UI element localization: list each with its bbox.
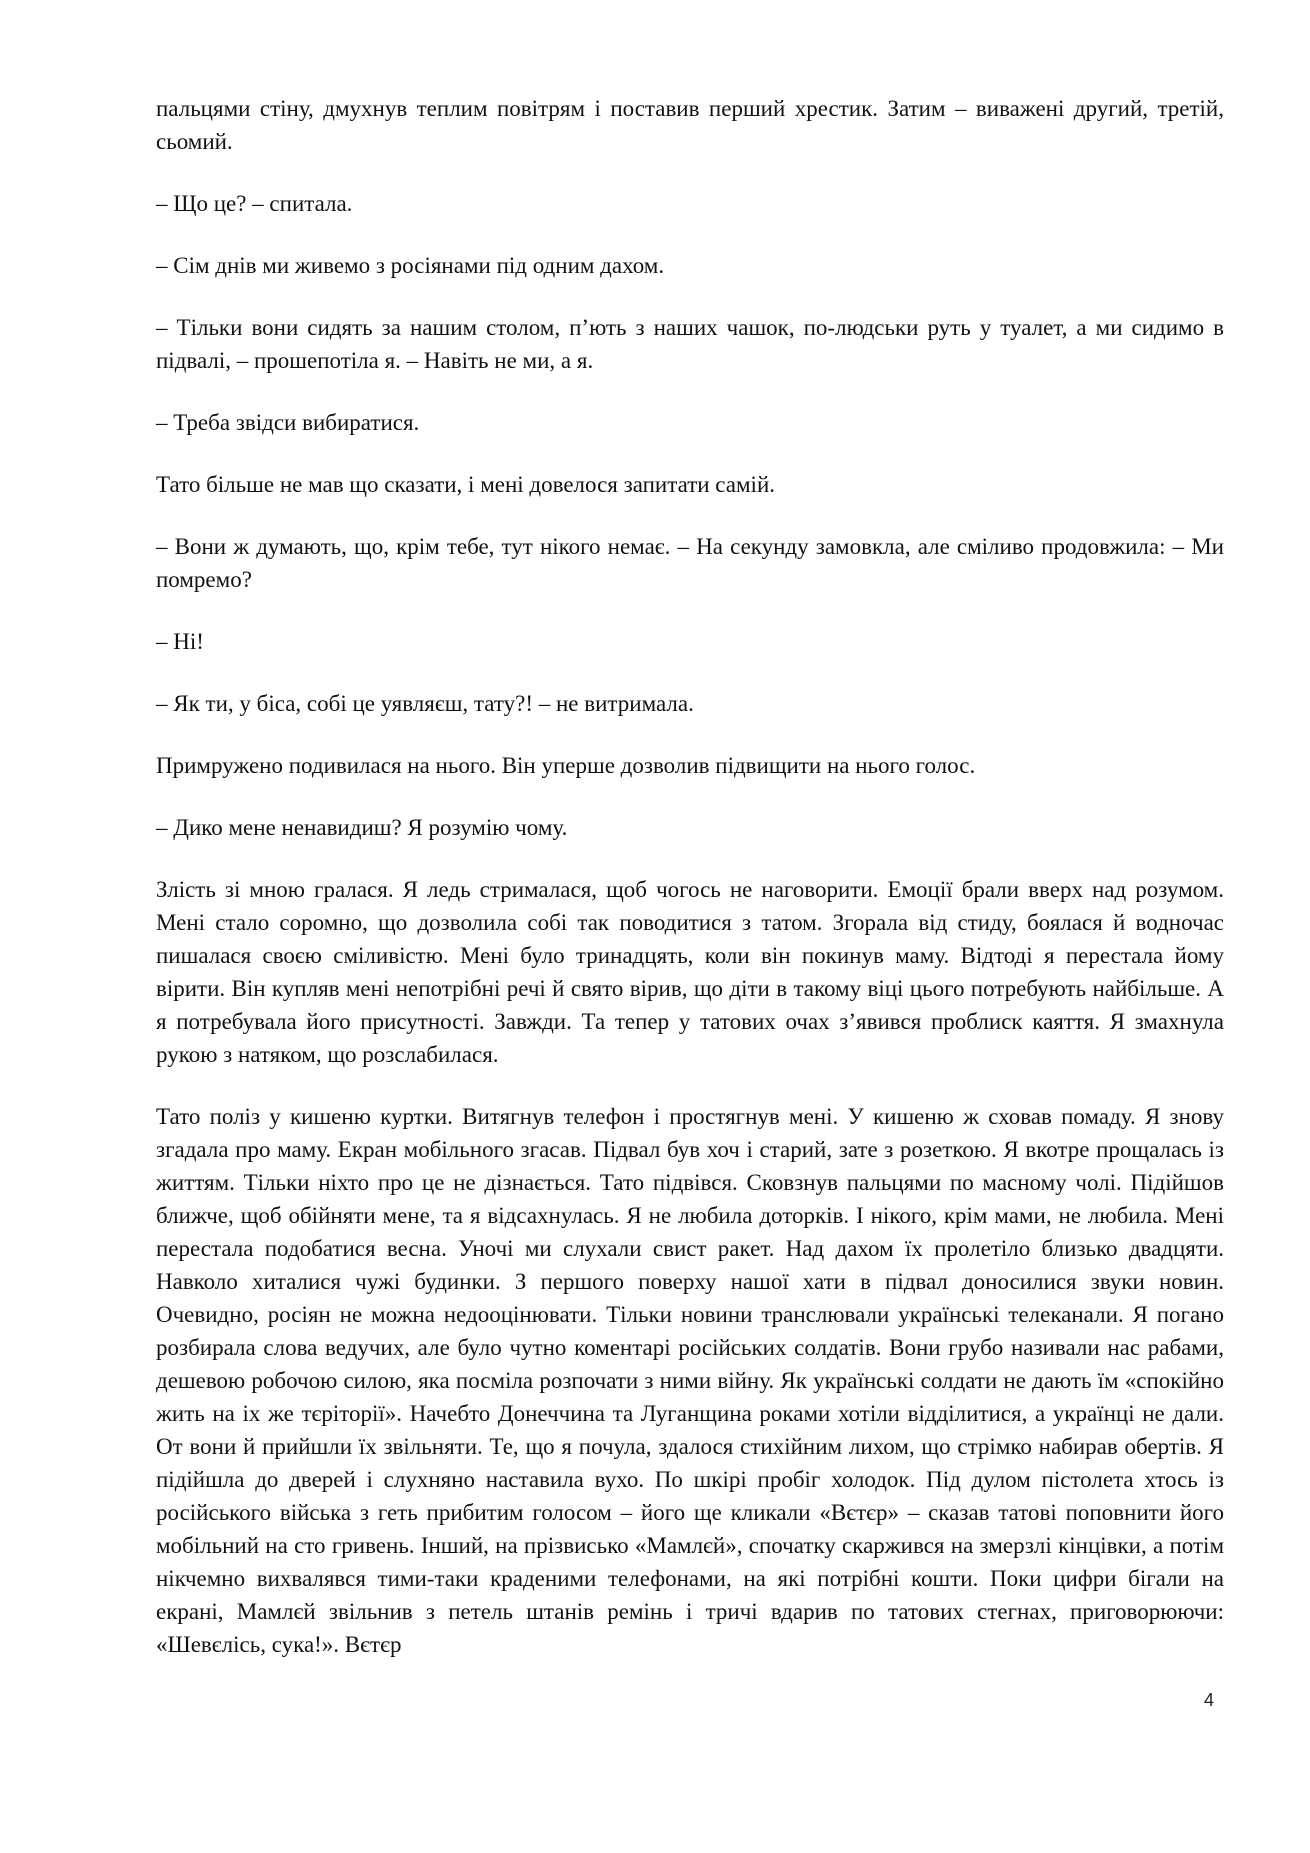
paragraph-8: – Ні! [156, 629, 204, 654]
paragraph-5: – Треба звідси вибиратися. [156, 410, 420, 435]
paragraph-12: Злість зі мною гралася. Я ледь стрималася, щоб чогось не наговорити. Емоції брали вверх над розумом. Мені стало соромно, що дозволила собі так поводитися з татом. Згорала від стиду, боялася й водночас пишалася своєю сміливістю. Мені було тринадцять, коли він покинув маму. Відтоді я перестала йому вірити. Він купляв мені непотрібні речі й свято вірив, що діти в такому віці цього потребують найбільше. А я потребувала його присутності. Завжди. Та тепер у татових очах з’явився проблиск каяття. Я змахнула рукою з натяком, що розслабилася. [156, 877, 1224, 1067]
paragraph-6: Тато більше не мав що сказати, і мені довелося запитати самій. [156, 472, 776, 497]
paragraph-11: – Дико мене ненавидиш? Я розумію чому. [156, 815, 568, 840]
document-body [156, 92, 1224, 1690]
paragraph-9: – Як ти, у біса, собі це уявляєш, тату?! – не витримала. [156, 691, 694, 716]
paragraph-13: Тато поліз у кишеню куртки. Витягнув телефон і простягнув мені. У кишеню ж сховав помаду. Я знову згадала про маму. Екран мобільного згасав. Підвал був хоч і старий, зате з розеткою. Я вкотре прощалась із життям. Тільки ніхто про це не дізнається. Тато підвівся. Сковзнув пальцями по масному чолі. Підійшов ближче, щоб обійняти мене, та я відсахнулась. Я не любила доторків. І нікого, крім мами, не любила. Мені перестала подобатися весна. Уночі ми слухали свист ракет. Над дахом їх пролетіло близько двадцяти. Навколо хиталися чужі будинки. З першого поверху нашої хати в підвал доносилися звуки новин. Очевидно, росіян не можна недооцінювати. Тільки новини транслювали українські телеканали. Я погано розбирала слова ведучих, але було чутно коментарі російських солдатів. Вони грубо називали нас рабами, дешевою робочою силою, яка посміла розпочати з ними війну. Як українські солдати не дають їм «спокійно жить на іх же тєріторії». Начебто Донеччина та Луганщина роками хотіли відділитися, а українці не дали. От вони й прийшли їх звільняти. Те, що я почула, здалося стихійним лихом, що стрімко набирав обертів. Я підійшла до дверей і слухняно наставила вухо. По шкірі пробіг холодок. Під дулом пістолета хтось із російського війська з геть прибитим голосом – його ще кликали «Вєтєр» – сказав татові поповнити його мобільний на сто гривень. Інший, на прізвисько «Мамлєй», спочатку скаржився на змерзлі кінцівки, а потім нікчемно вихвалявся тими-таки краденими телефонами, на які потрібні кошти. Поки цифри бігали на екрані, Мамлєй звільнив з петель штанів ремінь і тричі вдарив по татових стегнах, приговорюючи: «Шевєлісь, сука!». Вєтєр [156, 1104, 1224, 1657]
paragraph-10: Примружено подивилася на нього. Він уперше дозволив підвищити на нього голос. [156, 753, 976, 778]
paragraph-1: пальцями стіну, дмухнув теплим повітрям і поставив перший хрестик. Затим – виважені другий, третій, сьомий. [156, 96, 1224, 154]
paragraph-4: – Тільки вони сидять за нашим столом, п’ють з наших чашок, по-людськи руть у туалет, а ми сидимо в підвалі, – прошепотіла я. – Навіть не ми, а я. [156, 315, 1224, 373]
paragraph-3: – Сім днів ми живемо з росіянами під одним дахом. [156, 253, 665, 278]
page-number: 4 [1204, 1690, 1215, 1710]
paragraph-2: – Що це? – спитала. [156, 191, 353, 216]
paragraph-7: – Вони ж думають, що, крім тебе, тут нікого немає. – На секунду замовкла, але сміливо продовжила: – Ми помремо? [156, 534, 1224, 592]
